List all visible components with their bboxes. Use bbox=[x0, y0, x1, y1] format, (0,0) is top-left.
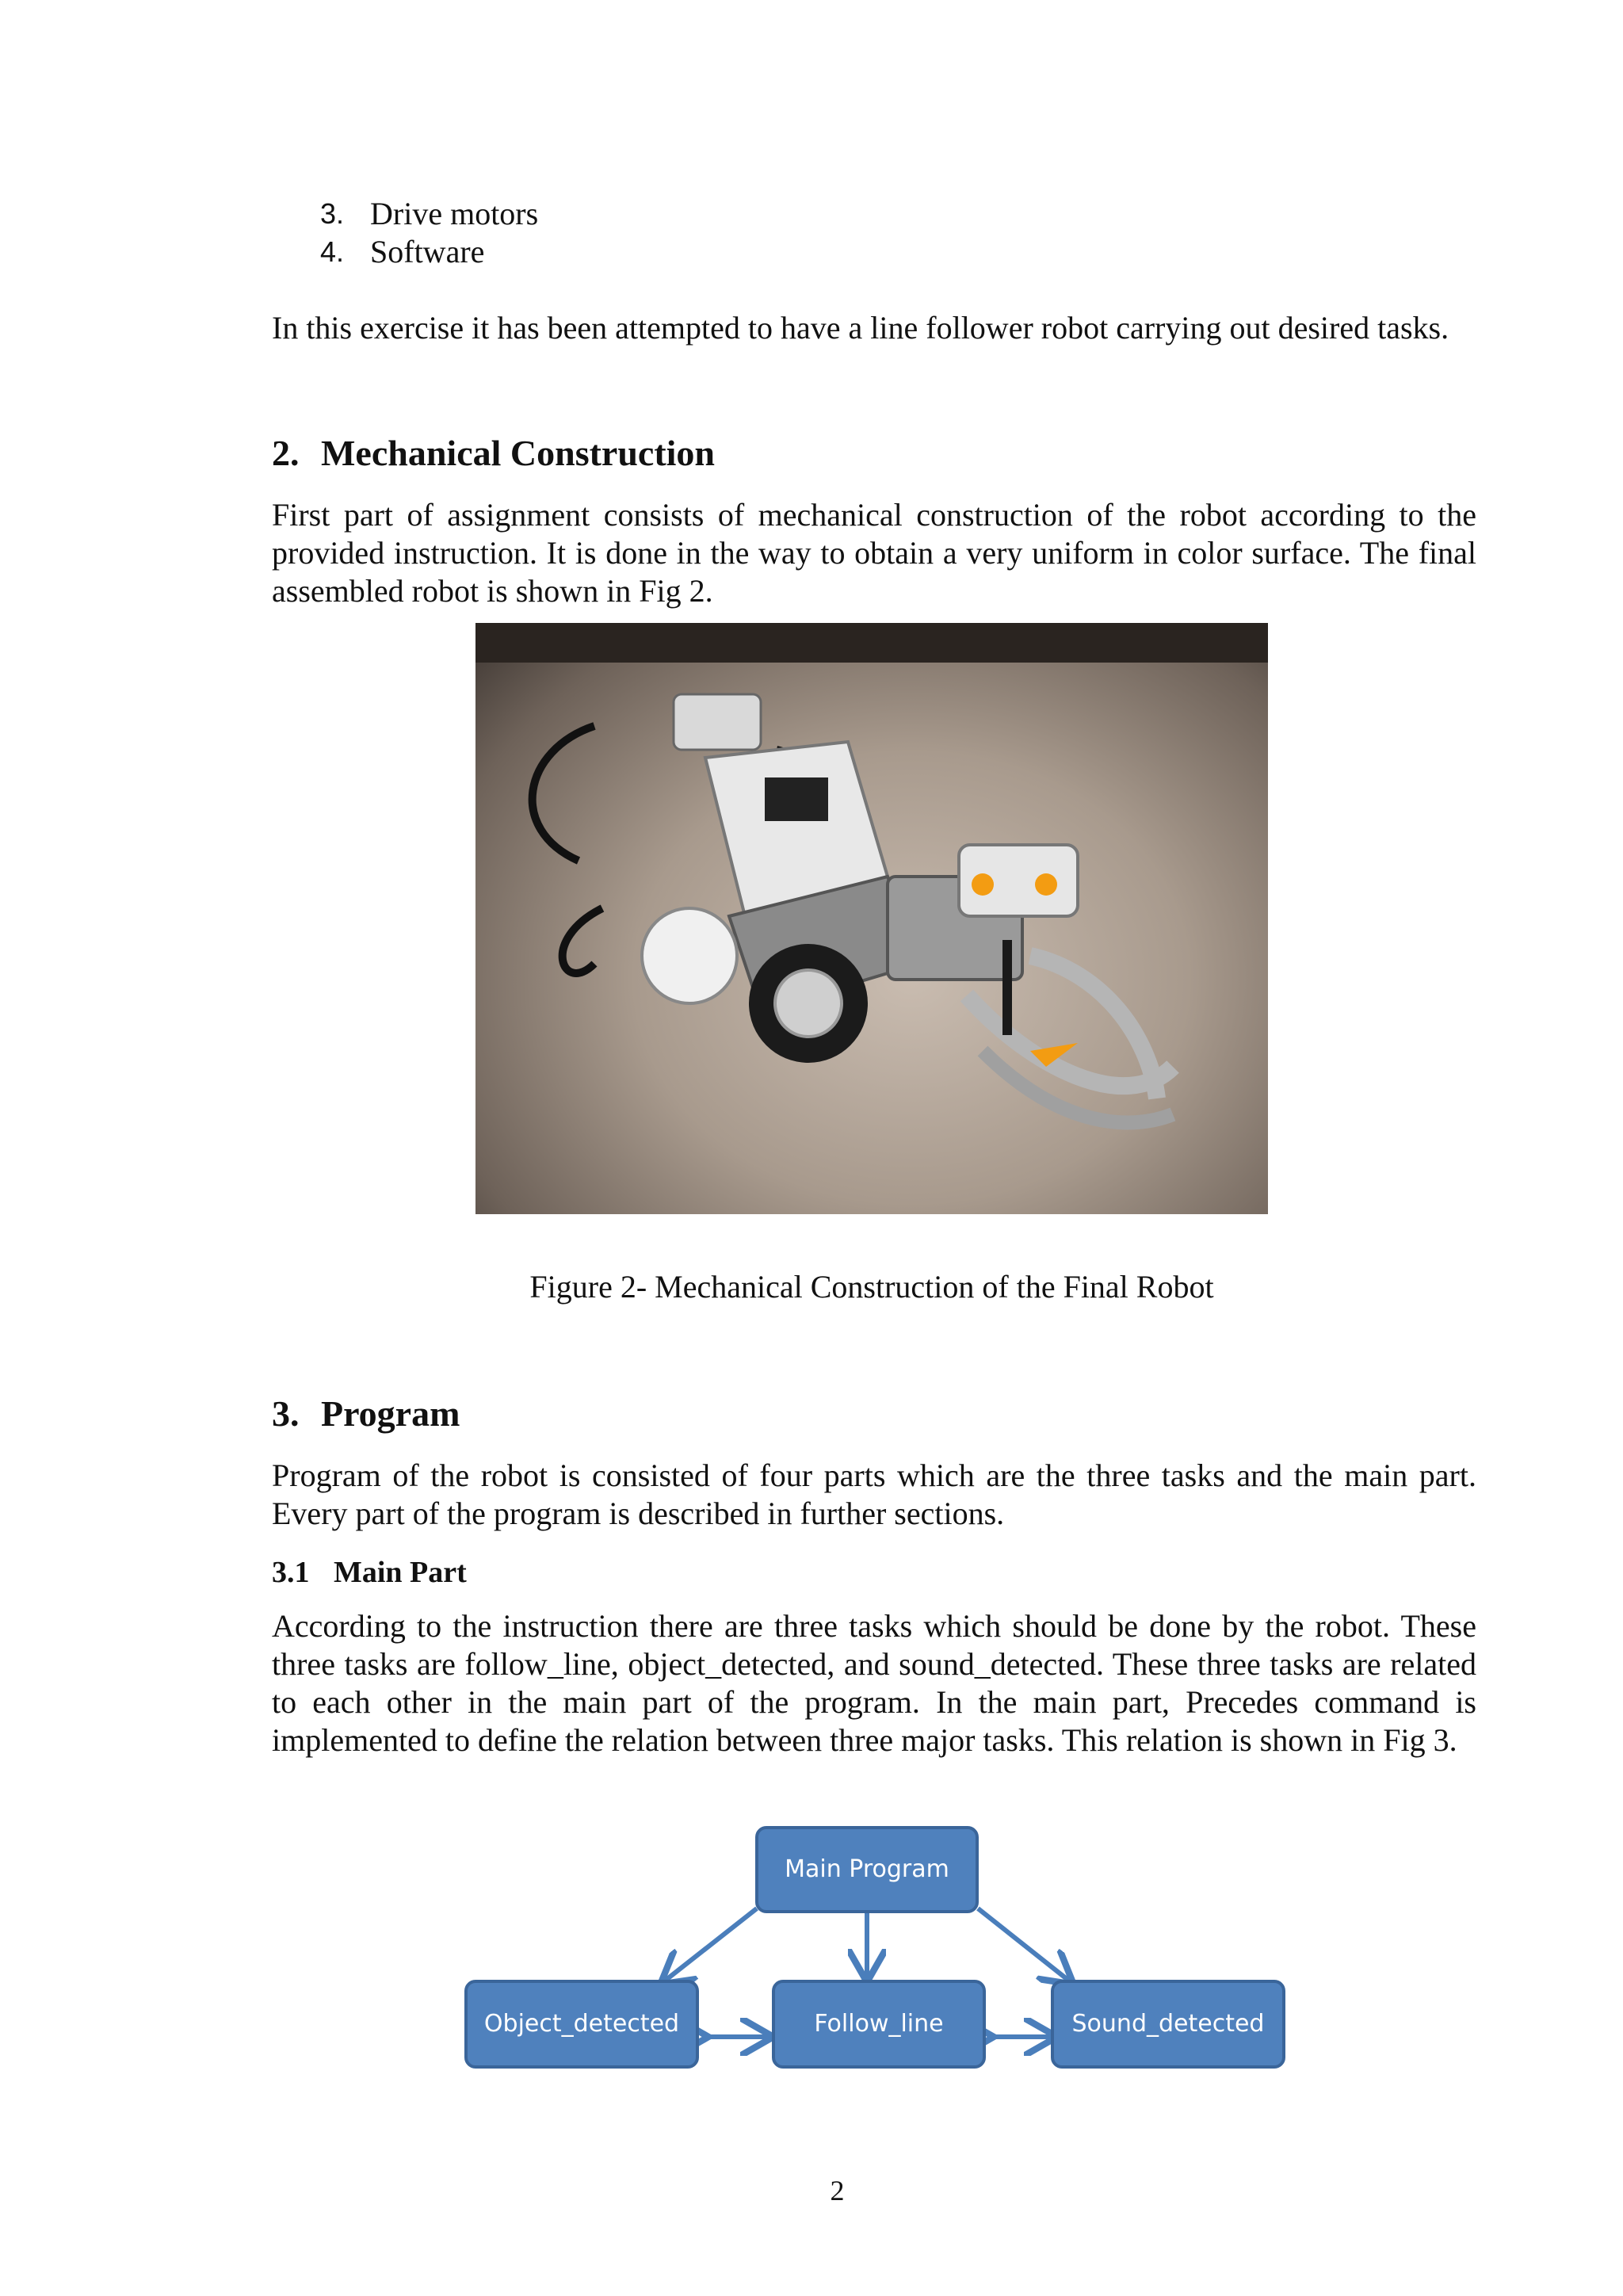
arrow-main-to-object bbox=[664, 1908, 757, 1981]
numbered-list bbox=[320, 195, 1509, 271]
intro-paragraph: In this exercise it has been attempted to have a line follower robot carrying out desired tasks. bbox=[272, 310, 1449, 346]
section-title: Mechanical Construction bbox=[321, 433, 716, 473]
robot-photo bbox=[475, 623, 1268, 1214]
page-number: 2 bbox=[830, 2175, 845, 2206]
program-paragraph: Program of the robot is consisted of four parts which are the three tasks and the main part. Every part of the program is described in further sections. bbox=[272, 1457, 1476, 1531]
follow-line-node: Follow_line bbox=[772, 1980, 986, 2069]
section-heading-program bbox=[272, 1395, 460, 1433]
list-number: 3. bbox=[320, 197, 345, 230]
task-relation-diagram bbox=[444, 1815, 1331, 2100]
section-title: Program bbox=[321, 1393, 460, 1434]
figure-2-caption: Figure 2- Mechanical Construction of the Final Robot bbox=[529, 1269, 1214, 1305]
object-detected-node: Object_detected bbox=[464, 1980, 699, 2069]
list-item bbox=[320, 195, 1509, 233]
arrow-main-to-sound bbox=[978, 1908, 1070, 1981]
section-heading-mechanical bbox=[272, 434, 715, 472]
subsection-heading-main-part bbox=[272, 1553, 467, 1591]
main-program-node: Main Program bbox=[755, 1826, 979, 1913]
subsection-title: Main Part bbox=[334, 1556, 467, 1589]
section-number: 3. bbox=[272, 1393, 300, 1434]
list-text: Software bbox=[370, 234, 485, 269]
list-text: Drive motors bbox=[370, 196, 539, 231]
robot-illustration bbox=[475, 623, 1268, 1214]
main-part-paragraph: According to the instruction there are three tasks which should be done by the robot. These three tasks are follow_line, object_detected, and sound_detected. These three tasks are related to each other in the main part of the program. In the main part, Precedes command is implemented to define the relation between three major tasks. This relation is shown in Fig 3. bbox=[272, 1608, 1476, 1758]
sound-detected-node: Sound_detected bbox=[1051, 1980, 1285, 2069]
list-item bbox=[320, 233, 1509, 271]
mechanical-paragraph: First part of assignment consists of mechanical construction of the robot according to the provided instruction. It is done in the way to obtain a very uniform in color surface. The final assembled robot is shown in Fig 2. bbox=[272, 497, 1476, 609]
subsection-number: 3.1 bbox=[272, 1556, 310, 1589]
list-number: 4. bbox=[320, 235, 345, 268]
section-number: 2. bbox=[272, 433, 300, 473]
